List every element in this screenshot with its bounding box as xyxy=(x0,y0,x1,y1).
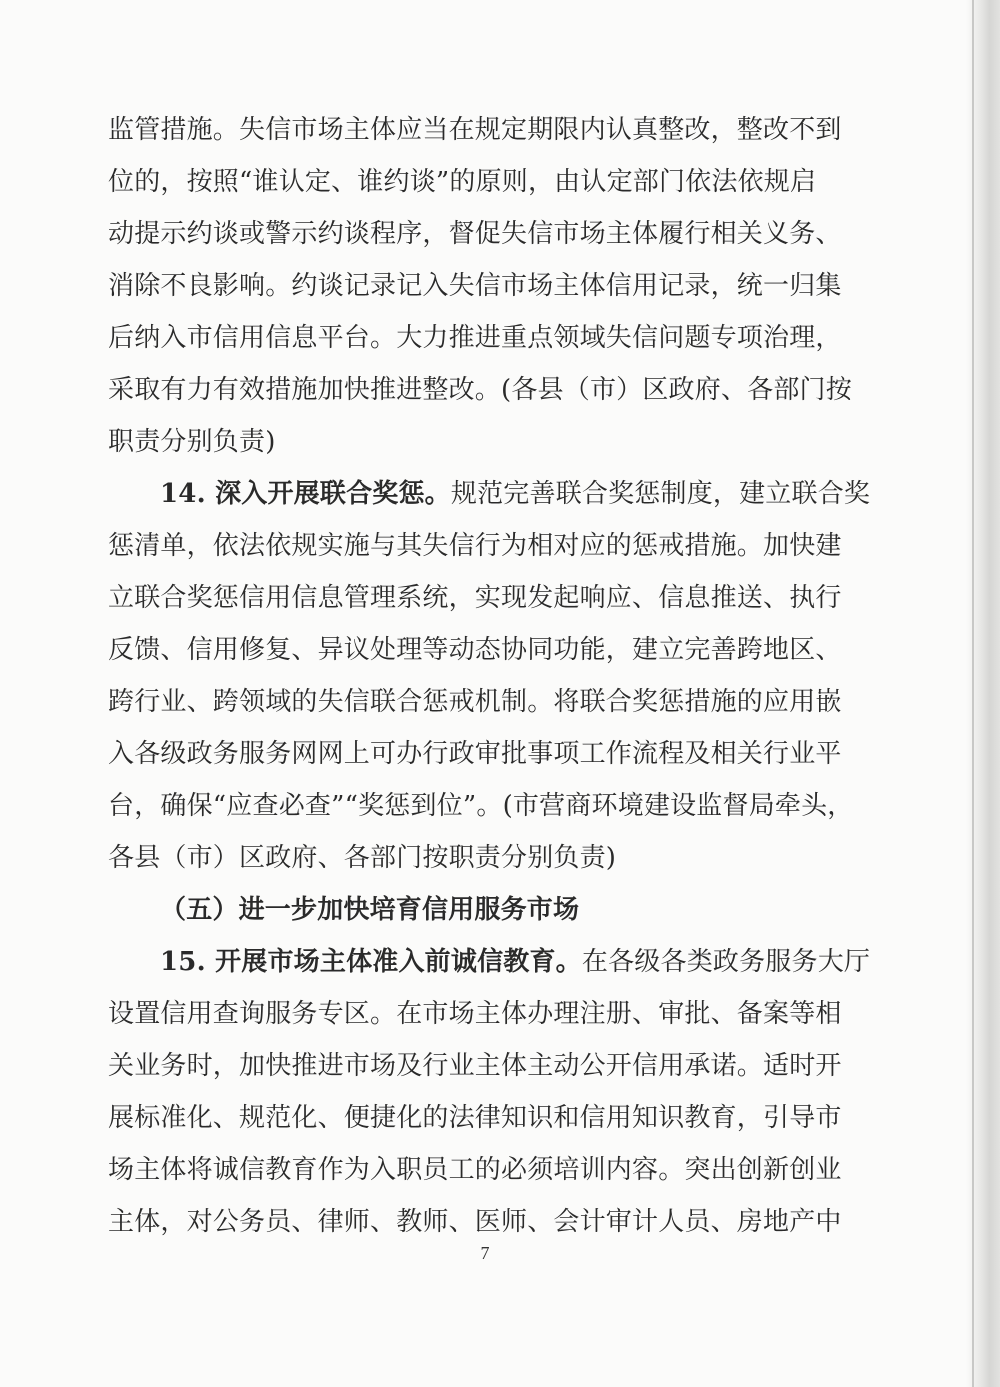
paragraph-line: 反馈、信用修复、异议处理等动态协同功能，建立完善跨地区、 xyxy=(108,635,842,665)
item-15-first-text: 在各级各类政务服务大厅 xyxy=(581,947,871,977)
paragraph-line: 职责分别负责) xyxy=(108,427,276,457)
paragraph-line: 入各级政务服务网网上可办行政审批事项工作流程及相关行业平 xyxy=(108,739,842,769)
item-14-first-line xyxy=(108,468,871,520)
page-edge-line xyxy=(972,0,974,1387)
paragraph-line: 台，确保“应查必查”“奖惩到位”。(市营商环境建设监督局牵头， xyxy=(108,791,854,821)
paragraph-line: 立联合奖惩信用信息管理系统，实现发起响应、信息推送、执行 xyxy=(108,583,842,613)
item-15-heading: 15. 开展市场主体准入前诚信教育。 xyxy=(160,947,582,977)
paragraph-line: 采取有力有效措施加快推进整改。(各县（市）区政府、各部门按 xyxy=(108,375,852,405)
paragraph-line: 消除不良影响。约谈记录记入失信市场主体信用记录，统一归集 xyxy=(108,271,842,301)
paragraph-line: 后纳入市信用信息平台。大力推进重点领域失信问题专项治理， xyxy=(108,323,842,353)
paragraph-line: 各县（市）区政府、各部门按职责分别负责) xyxy=(108,843,617,873)
paragraph-line: 惩清单，依法依规实施与其失信行为相对应的惩戒措施。加快建 xyxy=(108,531,842,561)
paragraph-line: 主体，对公务员、律师、教师、医师、会计审计人员、房地产中 xyxy=(108,1207,842,1237)
paragraph-line: 场主体将诚信教育作为入职员工的必须培训内容。突出创新创业 xyxy=(108,1155,842,1185)
paragraph-line: 监管措施。失信市场主体应当在规定期限内认真整改，整改不到 xyxy=(108,115,842,145)
item-15-first-line xyxy=(108,936,871,988)
paragraph-line: 设置信用查询服务专区。在市场主体办理注册、审批、备案等相 xyxy=(108,999,842,1029)
paragraph-line: 展标准化、规范化、便捷化的法律知识和信用知识教育，引导市 xyxy=(108,1103,842,1133)
paragraph-line: 关业务时，加快推进市场及行业主体主动公开信用承诺。适时开 xyxy=(108,1051,842,1081)
item-14-first-text: 规范完善联合奖惩制度，建立联合奖 xyxy=(450,479,871,509)
page-number: 7 xyxy=(480,1243,490,1263)
paragraph-line: 跨行业、跨领域的失信联合惩戒机制。将联合奖惩措施的应用嵌 xyxy=(108,687,842,717)
paragraph-line: 动提示约谈或警示约谈程序，督促失信市场主体履行相关义务、 xyxy=(108,219,842,249)
item-14-heading: 14. 深入开展联合奖惩。 xyxy=(160,479,451,509)
paragraph-line: 位的，按照“谁认定、谁约谈”的原则，由认定部门依法依规启 xyxy=(108,167,817,197)
section-5-heading: （五）进一步加快培育信用服务市场 xyxy=(160,895,580,925)
body-text xyxy=(108,104,871,1248)
